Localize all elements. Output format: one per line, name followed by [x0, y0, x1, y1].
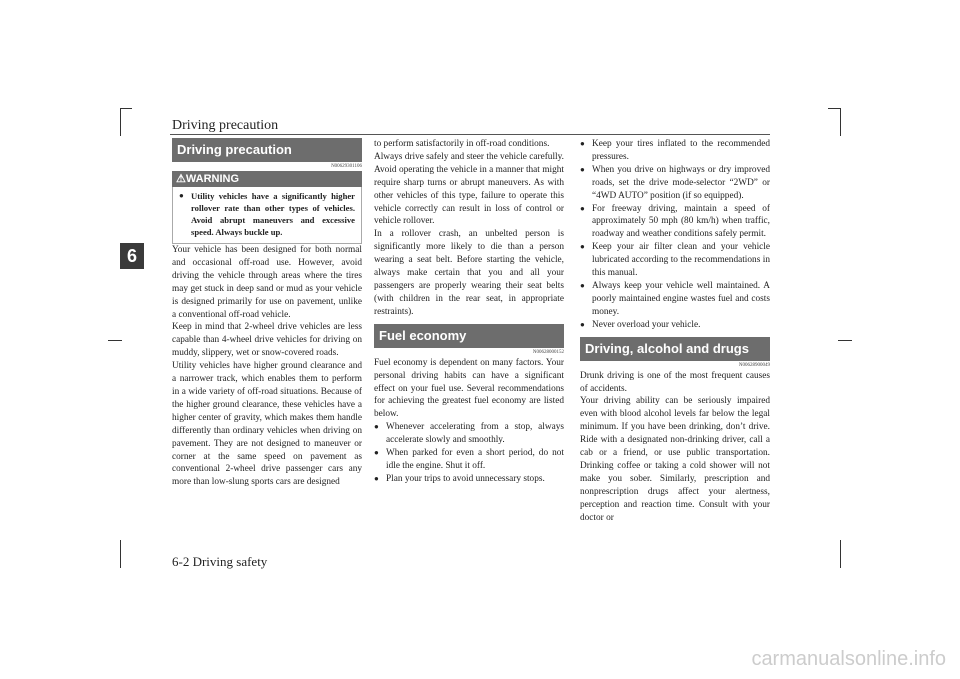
- crop-mark: [108, 340, 122, 341]
- section-heading: Driving precaution: [172, 138, 362, 162]
- crop-mark: [120, 108, 121, 136]
- crop-mark: [120, 540, 121, 568]
- crop-mark: [840, 540, 841, 568]
- list-item: ● Always keep your vehicle well maintained. A poorly maintained engine wastes fuel and costs money.: [580, 280, 770, 319]
- paragraph: Utility vehicles have higher ground clearance and a narrower track, which enables them to perform in a wide variety of off-road situations. Because of the higher ground clearance, these vehicles have a higher center of gravity, which makes them handle differently than ordinary vehicles when driving on pavement. They are not designed to maneuver or corner at the same speed on pavement as conventional 2-wheel drive passenger cars any more than low-slung sports cars are designed: [172, 361, 362, 488]
- paragraph: Your driving ability can be seriously impaired even with blood alcohol levels far below the legal minimum. If you have been drinking, don’t drive. Ride with a designated non-drinking driver, call a cab or a friend, or use public transportation. Drinking coffee or taking a cold shower will not make you sober. Similarly, prescription and nonprescription drugs affect your alertness, perception and reaction time. Consult with your doctor or: [580, 396, 770, 523]
- crop-mark: [828, 108, 840, 109]
- section-code: N00628900049: [738, 362, 770, 368]
- watermark: carmanualsonline.info: [751, 648, 946, 670]
- list-item: ● When parked for even a short period, do not idle the engine. Shut it off.: [374, 447, 564, 473]
- page-footer: 6-2 Driving safety: [172, 554, 268, 569]
- list-item: ● Whenever accelerating from a stop, always accelerate slowly and smoothly.: [374, 421, 564, 447]
- list-item: ● For freeway driving, maintain a speed of approximately 50 mph (80 km/h) when traffic, roadway and weather conditions safely permit.: [580, 203, 770, 242]
- paragraph: In a rollover crash, an unbelted person is significantly more likely to die than a person wearing a seat belt. Before starting the vehicle, always make certain that you and all your passengers are properly wearing their seat belts (with children in the rear seat, in appropriate restraints).: [374, 229, 564, 317]
- section-code: N00628000152: [532, 349, 564, 355]
- list-item: ● Keep your air filter clean and your vehicle lubricated according to the recommendations in this manual.: [580, 241, 770, 280]
- paragraph: Drunk driving is one of the most frequent causes of accidents.: [580, 370, 770, 394]
- list-item: ● When you drive on highways or dry improved roads, set the drive mode-selector “2WD” or “4WD AUTO” position (if so equipped).: [580, 164, 770, 203]
- page-header-title: Driving precaution: [172, 118, 279, 133]
- crop-mark: [120, 108, 132, 109]
- warning-label: ⚠WARNING: [172, 171, 362, 187]
- section-heading: Fuel economy: [374, 324, 564, 348]
- list-item: ● Keep your tires inflated to the recommended pressures.: [580, 138, 770, 164]
- warning-label-text: WARNING: [185, 173, 240, 185]
- list-item: ● Plan your trips to avoid unnecessary stops.: [374, 473, 564, 486]
- paragraph: Keep in mind that 2-wheel drive vehicles are less capable than 4-wheel drive vehicles for driving on muddy, slippery, wet or snow-covered roads.: [172, 322, 362, 359]
- crop-mark: [840, 108, 841, 136]
- chapter-tab: 6: [120, 243, 144, 269]
- section-heading: Driving, alcohol and drugs: [580, 337, 770, 361]
- warning-text: ● Utility vehicles have a significantly higher rollover rate than other types of vehicles. Avoid abrupt maneuvers and excessive speed. Always buckle up.: [179, 190, 355, 238]
- paragraph: Your vehicle has been designed for both normal and occasional off-road use. However, avoid driving the vehicle through areas where the tires may get stuck in deep sand or mud as your vehicle is designed primarily for use on pavement, unlike a conventional off-road vehicle.: [172, 245, 362, 320]
- warning-box: [172, 187, 362, 244]
- paragraph: to perform satisfactorily in off-road conditions.: [374, 139, 550, 149]
- section-code: N00629301106: [331, 164, 362, 169]
- crop-mark: [838, 340, 852, 341]
- column-3: [580, 138, 770, 524]
- paragraph: Always drive safely and steer the vehicle carefully. Avoid operating the vehicle in a manner that might require sharp turns or abrupt maneuvers. As with other vehicles of this type, failure to operate this vehicle correctly can result in loss of control or vehicle rollover.: [374, 151, 564, 227]
- paragraph: Fuel economy is dependent on many factors. Your personal driving habits can have a significant effect on your fuel use. Several recommendations for achieving the greatest fuel economy are listed below.: [374, 357, 564, 420]
- list-item: ● Never overload your vehicle.: [580, 319, 770, 332]
- header-rule: [170, 134, 770, 135]
- column-1: [172, 138, 362, 489]
- column-2: [374, 138, 564, 486]
